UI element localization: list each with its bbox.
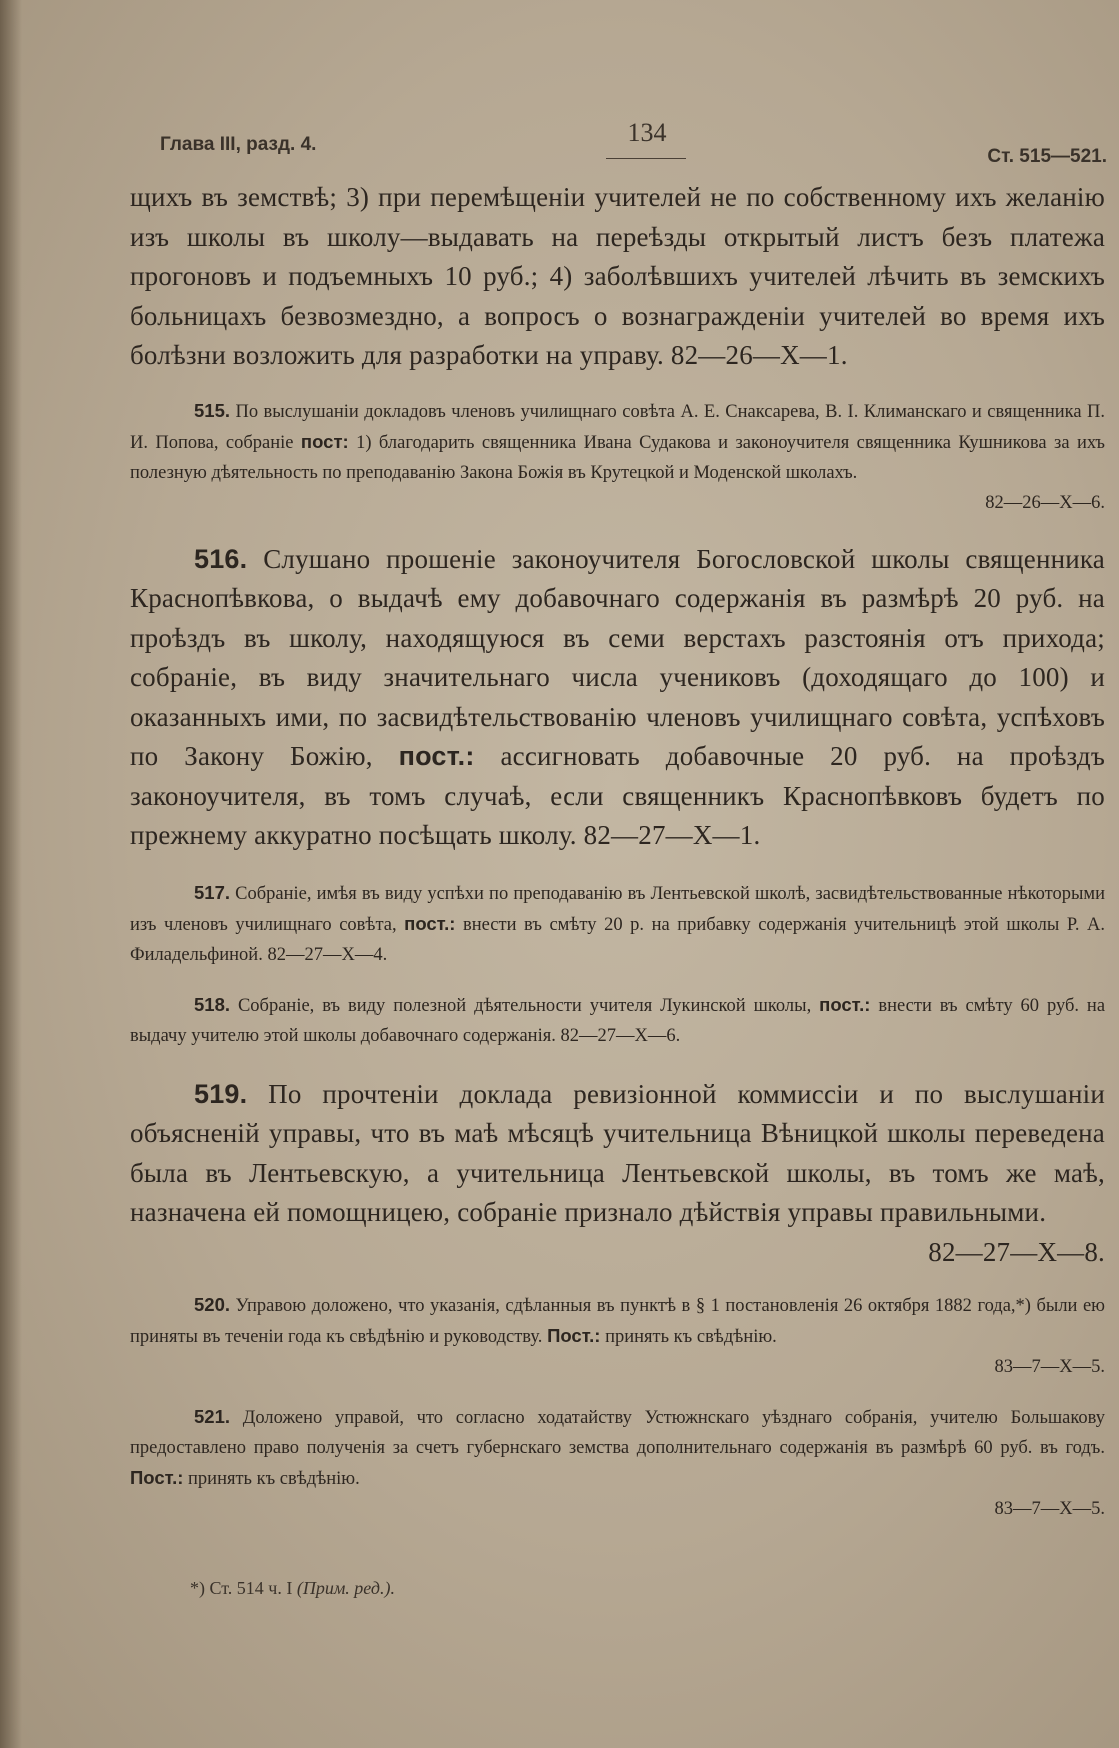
paragraph-number: 515. xyxy=(194,399,231,421)
resolution-text: ассигновать добавочные 20 руб. на проѣздъ законоучителя, въ томъ случаѣ, если священникъ Краснопѣвковъ будетъ по прежнему аккуратно посѣщать школу. xyxy=(130,741,1106,850)
paragraph-reference: 82—26—X—6. xyxy=(985,492,1105,513)
resolution-text: внести въ смѣту 60 руб. на выдачу учителю этой школы добавочнаго содержанія. xyxy=(130,995,1106,1046)
paragraph-518 xyxy=(130,990,1105,1051)
paragraph-number: 517. xyxy=(194,881,231,903)
paragraph-number: 518. xyxy=(194,993,231,1015)
resolution-text: внести въ смѣту 20 р. на прибавку содержанія учительницѣ этой школы Р. А. Филадельфиной. xyxy=(130,914,1105,965)
paragraph-text: щихъ въ земствѣ; 3) при перемѣщеніи учителей не по собственному ихъ желанію изъ школы въ школу—выдавать на переѣзды открытый листъ безъ платежа прогоновъ и подъемныхъ 10 руб.; 4) заболѣвшихъ учителей лѣчить въ земскихъ больницахъ безвозмездно, а вопросъ о вознагражденіи учителей во время ихъ болѣзни возложить для разработки на управу. xyxy=(130,182,1105,370)
paragraph-520 xyxy=(130,1290,1105,1382)
paragraph-reference: 82—26—X—1. xyxy=(670,340,848,370)
paragraph-text: Собраніе, имѣя въ виду успѣхи по преподаванію въ Лентьевской школѣ, засвидѣтельствованные нѣкоторыми изъ членовъ училищнаго совѣта, xyxy=(130,883,1105,935)
footnote-text: Ст. 514 ч. I xyxy=(209,1578,293,1598)
paragraph-517 xyxy=(130,878,1105,970)
page-header xyxy=(0,118,1119,178)
paragraph-text: Собраніе, въ виду полезной дѣятельности учителя Лукинской школы, xyxy=(237,995,812,1016)
paragraph-515 xyxy=(130,396,1105,518)
paragraph-519 xyxy=(130,1075,1105,1273)
paragraph-text: По прочтеніи доклада ревизіонной коммиссіи и по выслушаніи объясненій управы, что въ маѣ мѣсяцѣ учительница Вѣницкой школы переведена была въ Лентьевскую, а учительница Лентьевской школы, въ томъ же маѣ, назначена ей помощницею, собраніе признало дѣйствія управы правильными. xyxy=(130,1078,1105,1227)
paragraph-text: Управою доложено, что указанія, сдѣланныя въ пунктѣ в § 1 постановленія 26 октября 1882 года,*) были ею приняты въ теченіи года къ свѣдѣнію и руководству. xyxy=(130,1296,1106,1347)
resolution-label: пост: xyxy=(300,430,349,452)
paragraph-reference: 82—27—X—4. xyxy=(267,944,388,965)
chapter-heading: Глава III, разд. 4. xyxy=(160,134,317,155)
resolution-label: Пост.: xyxy=(130,1467,184,1488)
paragraph-514-continuation xyxy=(130,178,1105,376)
footnote-mark: *) xyxy=(190,1578,205,1598)
paragraph-text: Слушано прошеніе законоучителя Богословской школы священника Краснопѣвкова, о выдачѣ ему добавочнаго содержанія въ размѣрѣ 20 руб. на проѣздъ въ школу, находящуюся въ семи верстахъ разстоянія отъ прихода; собраніе, въ виду значительнаго числа учениковъ (доходящаго до 100) и оказанныхъ ими, по засвидѣтельствованію членовъ училищнаго совѣта, успѣховъ по Закону Божію, xyxy=(130,543,1105,771)
paragraph-number: 520. xyxy=(194,1294,231,1315)
paragraph-reference: 82—27—X—6. xyxy=(560,1025,681,1046)
paragraph-number: 519. xyxy=(194,1078,248,1109)
paragraph-reference: 82—27—X—8. xyxy=(928,1236,1105,1267)
resolution-text: принять къ свѣдѣнію. xyxy=(605,1327,777,1347)
paragraph-516 xyxy=(130,540,1105,856)
paragraph-text: По выслушаніи докладовъ членовъ училищнаго совѣта А. Е. Снаксарева, В. І. Климанскаго и священника П. И. Попова, собраніе xyxy=(130,401,1105,453)
footnote-editor-note: (Прим. ред.). xyxy=(296,1578,395,1598)
paragraph-reference: 82—27—X—1. xyxy=(583,820,761,850)
page-number: 134 xyxy=(627,118,667,147)
paragraph-number: 516. xyxy=(194,543,248,574)
resolution-text: 1) благодарить священника Ивана Судакова и законоучителя священника Кушникова за ихъ полезную дѣятельность по преподаванію Закона Божія въ Крутецкой и Моденской школахъ. xyxy=(130,432,1105,483)
resolution-label: Пост.: xyxy=(547,1325,601,1346)
paragraph-text: Доложено управой, что согласно ходатайству Устюжнскаго уѣзднаго собранія, учителю Большакову предоставлено право полученія за счетъ губернскаго земства дополнительнаго содержанія въ размѣрѣ 60 руб. въ годъ. xyxy=(130,1408,1105,1458)
paragraph-number: 521. xyxy=(194,1406,231,1427)
page-edge-shadow xyxy=(0,0,22,1748)
resolution-label: пост.: xyxy=(404,912,456,934)
resolution-text: принять къ свѣдѣнію. xyxy=(188,1469,360,1489)
paragraph-reference: 83—7—X—5. xyxy=(994,1499,1105,1519)
page-number-rule xyxy=(606,158,686,159)
body-text xyxy=(130,178,1105,1524)
resolution-label: пост.: xyxy=(398,741,475,771)
paragraph-521 xyxy=(130,1402,1105,1524)
article-range: Ст. 515—521. xyxy=(987,146,1107,167)
paragraph-reference: 83—7—X—5. xyxy=(994,1357,1105,1377)
footnote xyxy=(190,1578,395,1599)
resolution-label: пост.: xyxy=(819,993,871,1015)
